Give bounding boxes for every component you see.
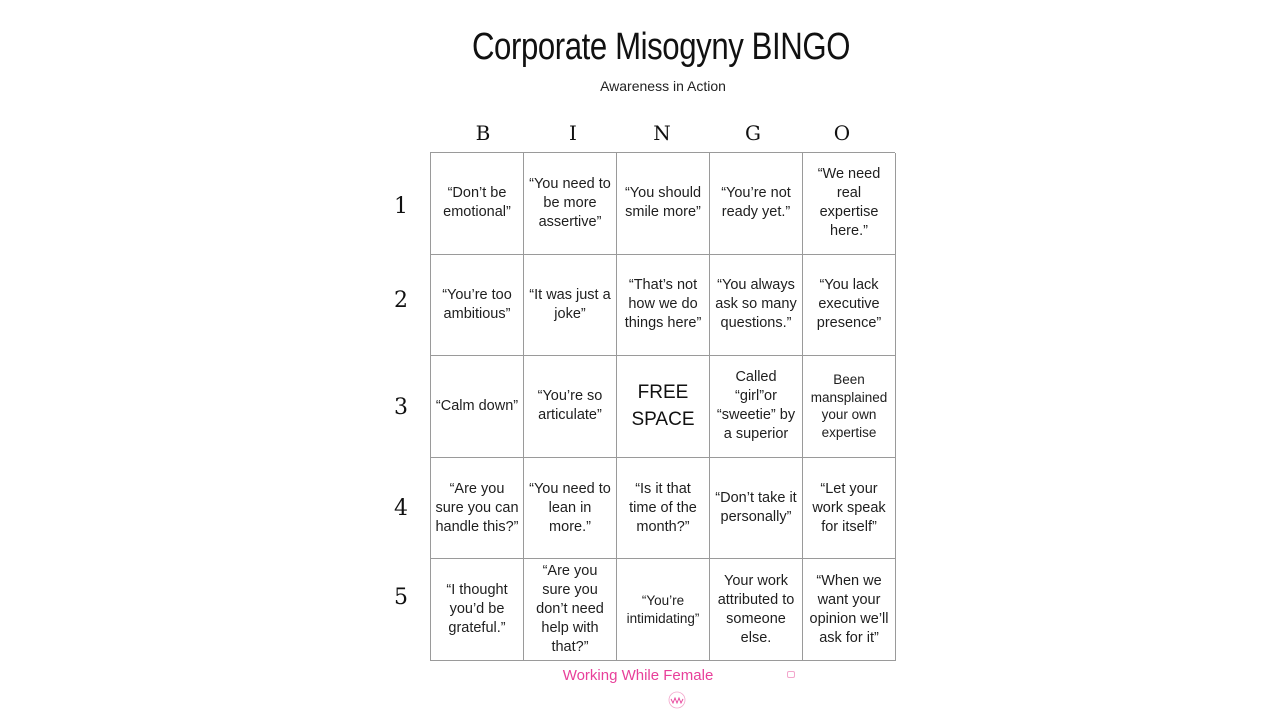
bingo-cell-i5: “Are you sure you don’t need help with that?”	[524, 559, 617, 661]
bingo-cell-b3: “Calm down”	[431, 356, 524, 458]
bingo-cell-g4: “Don’t take it personally”	[710, 458, 803, 560]
bingo-cell-i1: “You need to be more assertive”	[524, 153, 617, 255]
bingo-cell-b4: “Are you sure you can handle this?”	[431, 458, 524, 560]
bingo-cell-b1: “Don’t be emotional”	[431, 153, 524, 255]
bingo-cell-g5: Your work attributed to someone else.	[710, 559, 803, 661]
bingo-cell-o3: Been mansplained your own expertise	[803, 356, 896, 458]
bingo-cell-n4: “Is it that time of the month?”	[617, 458, 710, 560]
bingo-cell-o5: “When we want your opinion we’ll ask for it”	[803, 559, 896, 661]
column-header-g: G	[745, 121, 761, 145]
bingo-cell-i4: “You need to lean in more.”	[524, 458, 617, 560]
bingo-cell-b2: “You’re too ambitious”	[431, 255, 524, 357]
column-header-o: O	[833, 121, 851, 145]
row-number-1: 1	[394, 194, 408, 219]
bingo-cell-n1: “You should smile more”	[617, 153, 710, 255]
page-subtitle: Awareness in Action	[600, 78, 726, 94]
bingo-cell-o4: “Let your work speak for itself”	[803, 458, 896, 560]
bingo-cell-o1: “We need real expertise here.”	[803, 153, 896, 255]
bingo-cell-i2: “It was just a joke”	[524, 255, 617, 357]
row-number-4: 4	[394, 496, 408, 521]
bingo-cell-g1: “You’re not ready yet.”	[710, 153, 803, 255]
bingo-cell-b5: “I thought you’d be grateful.”	[431, 559, 524, 661]
row-number-3: 3	[394, 395, 408, 420]
column-header-n: N	[653, 121, 671, 145]
column-header-b: B	[475, 121, 491, 145]
bingo-cell-i3: “You’re so articulate”	[524, 356, 617, 458]
bingo-cell-n5: “You’re intimidating”	[617, 559, 710, 661]
bingo-cell-g3: Called “girl”or “sweetie” by a superior	[710, 356, 803, 458]
wwf-logo-icon	[666, 690, 688, 710]
bingo-grid	[430, 152, 895, 661]
footer-brand: Working While Female	[562, 667, 714, 684]
row-number-2: 2	[394, 288, 408, 313]
free-space-cell: FREE SPACE	[617, 356, 710, 458]
column-header-i: I	[569, 121, 577, 145]
bingo-cell-o2: “You lack executive presence”	[803, 255, 896, 357]
page-title: Corporate Misogyny BINGO	[471, 26, 851, 68]
small-badge-icon	[787, 671, 795, 678]
row-number-5: 5	[394, 585, 408, 610]
bingo-cell-n2: “That’s not how we do things here”	[617, 255, 710, 357]
bingo-cell-g2: “You always ask so many questions.”	[710, 255, 803, 357]
